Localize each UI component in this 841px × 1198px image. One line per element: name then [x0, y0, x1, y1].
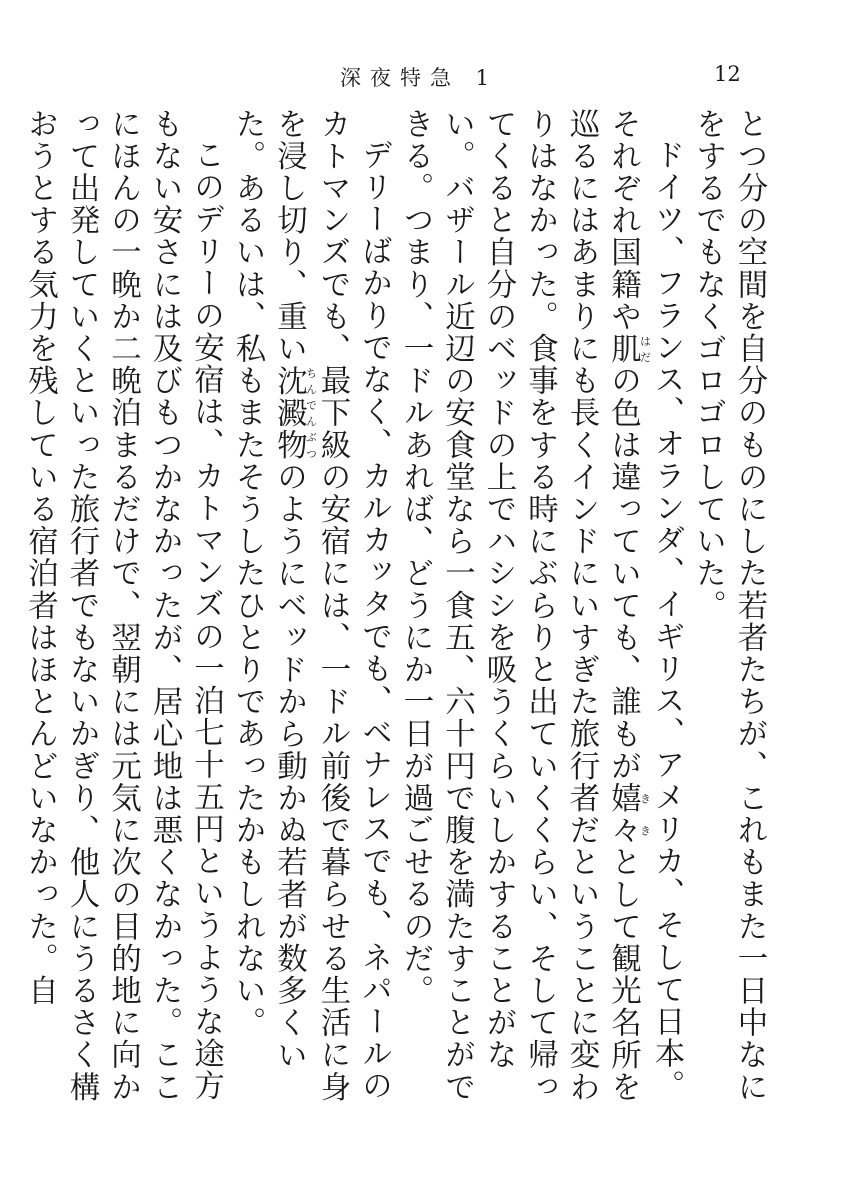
page-number: 12	[714, 62, 741, 86]
paragraph-3-part-2: のようにベッドから動かぬ若者が数多くいた。あるいは、私もまたそうしたひとりであったかもしれない。	[230, 108, 307, 1072]
paragraph-2-part-1: ドイツ、フランス、オランダ、イギリス、アメリカ、そして日本。それぞれ国籍や	[605, 108, 684, 1102]
ruby-hada-reading: はだ	[638, 332, 652, 365]
paragraph-2	[395, 108, 688, 1128]
ruby-kiki	[605, 782, 652, 847]
paragraph-4: このデリーの安宿は、カトマンズの一泊七十五円というような途方もない安さには及びもつかなかったが、居心地は悪くなかった。ここにほんの一晩か二晩泊まるだけで、翌朝には元気に次の目的地に向かって出発していくといった旅行者でもないかぎり、他人にうるさく構おうとする気力を残している宿泊者はほとんどいなかった。自	[22, 108, 224, 1104]
ruby-kiki-base: 嬉々	[605, 782, 641, 847]
paragraph-2-part-2: の色は違っていても、誰もが	[605, 364, 641, 783]
vertical-body-text	[22, 108, 770, 1128]
running-header-title: 深夜特急 1	[340, 66, 499, 90]
paragraph-1: とつ分の空間を自分のものにした若者たちが、これもまた一日中なにをするでもなくゴロゴロしていた。	[690, 108, 767, 1104]
ruby-chindenbutsu	[271, 364, 318, 462]
paragraph-2-part-3: として観光名所を巡るにはあまりにも長くインドにいすぎた旅行者だということに変わりはなかった。食事をする時にぶらりと出ていくくらい、そして帰ってくると自分のベッドの上でハシシを吸うくらいしかすることがない。バザール近辺の安食堂なら一食五、六十円で腹を満たすことができる。つまり、一ドルあれば、どうにか一日が過ごせるのだ。	[398, 108, 641, 1104]
ruby-chindenbutsu-base: 沈澱物	[271, 364, 307, 462]
paragraph-3-part-1: デリーばかりでなく、カルカッタでも、ベナレスでも、ネパールのカトマンズでも、最下級の安宿には、一ドル前後で暮らせる生活に身を浸し切り、重い	[271, 108, 392, 1104]
ruby-kiki-reading: きき	[638, 782, 652, 847]
ruby-hada	[605, 332, 652, 365]
ruby-chindenbutsu-reading: ちんでんぶつ	[304, 364, 318, 462]
paragraph-3	[227, 108, 395, 1128]
ruby-hada-base: 肌	[605, 332, 641, 365]
